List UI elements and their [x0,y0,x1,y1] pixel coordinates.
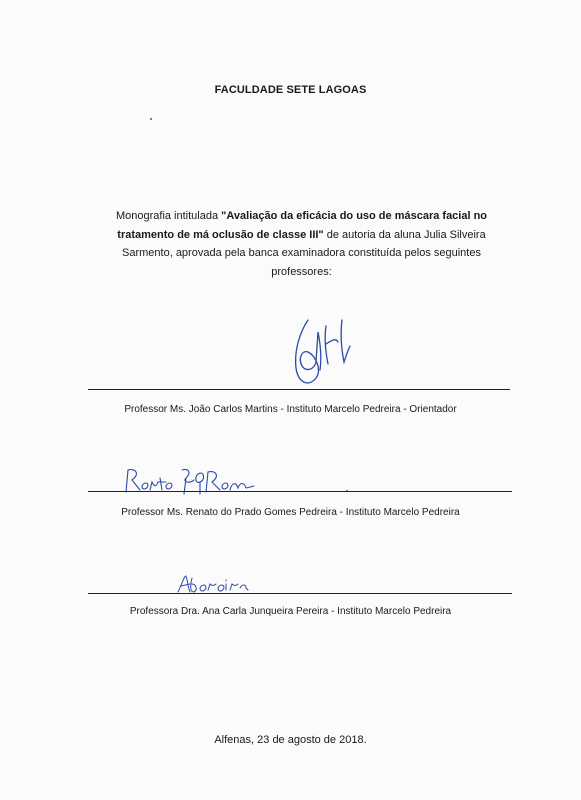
institution-title: FACULDADE SETE LAGOAS [214,84,367,96]
approval-statement [95,207,508,281]
signature-line-3 [88,593,512,594]
place-and-date: Alfenas, 23 de agosto de 2018. [214,734,367,746]
signature-line-1 [88,389,510,390]
thesis-title: "Avaliação da eficácia do uso de máscara facial no tratamento de má oclusão de classe III" [117,210,488,241]
signature-line-2 [88,491,512,492]
scan-speck [150,118,152,120]
statement-intro: Monografia intitulada [115,210,222,222]
signature-2 [120,464,260,498]
signature-1 [286,312,356,394]
committee-member-2: Professor Ms. Renato do Prado Gomes Pedreira - Instituto Marcelo Pedreira [121,507,460,518]
statement-rest: de autoria da aluna Julia Silveira Sarmento, aprovada pela banca examinadora constituída pelos seguintes professores: [122,228,486,278]
committee-member-1: Professor Ms. João Carlos Martins - Instituto Marcelo Pedreira - Orientador [124,404,457,415]
committee-member-3: Professora Dra. Ana Carla Junqueira Pereira - Instituto Marcelo Pedreira [129,606,452,617]
